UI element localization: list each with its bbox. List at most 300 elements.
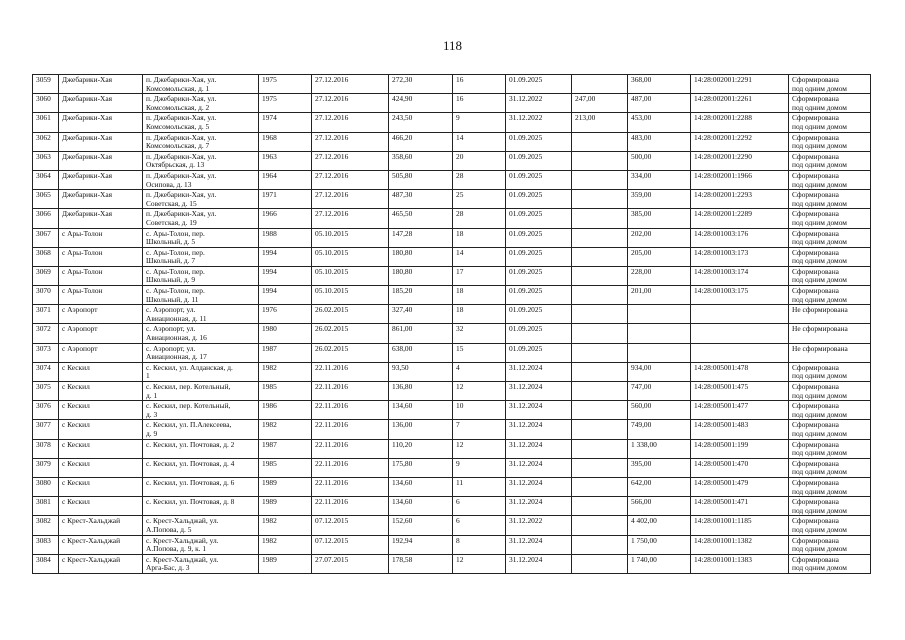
cadastral-number-cell: 14:28:002001:1966 <box>691 170 789 189</box>
settlement-cell: с Кескил <box>59 420 143 439</box>
cadastral-number-cell: 14:28:002001:2291 <box>691 75 789 94</box>
recognition-date-cell: 22.11.2016 <box>312 362 389 381</box>
recognition-date-cell: 27.12.2016 <box>312 113 389 132</box>
row-number-cell: 3067 <box>33 228 59 247</box>
land-area-cell: 1 750,00 <box>628 535 691 554</box>
construction-year-cell: 1980 <box>259 324 312 343</box>
recognition-date-cell: 27.07.2015 <box>312 554 389 573</box>
residents-count-cell: 18 <box>453 228 506 247</box>
address-cell: с. Аэропорт, ул. Авиационная, д. 16 <box>143 324 259 343</box>
land-area-cell: 205,00 <box>628 247 691 266</box>
recognition-date-cell: 27.12.2016 <box>312 170 389 189</box>
row-number-cell: 3073 <box>33 343 59 362</box>
construction-year-cell: 1989 <box>259 477 312 496</box>
cadastral-number-cell: 14:28:002001:2288 <box>691 113 789 132</box>
residents-count-cell: 11 <box>453 477 506 496</box>
settlement-cell: с Кескил <box>59 401 143 420</box>
row-number-cell: 3068 <box>33 247 59 266</box>
land-area-cell: 202,00 <box>628 228 691 247</box>
residents-count-cell: 9 <box>453 113 506 132</box>
table-row <box>33 113 871 132</box>
address-cell: с. Кескил, ул. Почтовая, д. 4 <box>143 458 259 477</box>
row-number-cell: 3083 <box>33 535 59 554</box>
table-row <box>33 170 871 189</box>
residents-count-cell: 4 <box>453 362 506 381</box>
residents-count-cell: 14 <box>453 247 506 266</box>
recognition-date-cell: 27.12.2016 <box>312 209 389 228</box>
residents-count-cell: 18 <box>453 305 506 324</box>
area-value-cell <box>572 343 628 362</box>
construction-year-cell: 1966 <box>259 209 312 228</box>
land-area-cell: 642,00 <box>628 477 691 496</box>
row-number-cell: 3082 <box>33 516 59 535</box>
construction-year-cell: 1994 <box>259 266 312 285</box>
cadastral-number-cell: 14:28:005001:471 <box>691 497 789 516</box>
total-area-cell: 424,90 <box>389 94 453 113</box>
row-number-cell: 3066 <box>33 209 59 228</box>
area-value-cell: 247,00 <box>572 94 628 113</box>
row-number-cell: 3063 <box>33 151 59 170</box>
total-area-cell: 136,80 <box>389 382 453 401</box>
residents-count-cell: 12 <box>453 439 506 458</box>
total-area-cell: 505,80 <box>389 170 453 189</box>
settlement-cell: с Кескил <box>59 382 143 401</box>
cadastral-number-cell: 14:28:001003:176 <box>691 228 789 247</box>
table-row <box>33 286 871 305</box>
residents-count-cell: 12 <box>453 382 506 401</box>
residents-count-cell: 28 <box>453 209 506 228</box>
total-area-cell: 466,20 <box>389 132 453 151</box>
row-number-cell: 3078 <box>33 439 59 458</box>
construction-year-cell: 1989 <box>259 497 312 516</box>
land-plot-status-cell: Сформирована под одним домом <box>789 362 871 381</box>
recognition-date-cell: 05.10.2015 <box>312 266 389 285</box>
construction-year-cell: 1968 <box>259 132 312 151</box>
resettlement-deadline-cell: 31.12.2024 <box>506 497 572 516</box>
construction-year-cell: 1982 <box>259 420 312 439</box>
row-number-cell: 3065 <box>33 190 59 209</box>
settlement-cell: с Крест-Хальджай <box>59 535 143 554</box>
construction-year-cell: 1982 <box>259 516 312 535</box>
resettlement-deadline-cell: 31.12.2024 <box>506 401 572 420</box>
land-area-cell: 201,00 <box>628 286 691 305</box>
address-cell: с. Кескил, ул. Почтовая, д. 6 <box>143 477 259 496</box>
land-plot-status-cell: Сформирована под одним домом <box>789 75 871 94</box>
resettlement-deadline-cell: 01.09.2025 <box>506 132 572 151</box>
residents-count-cell: 28 <box>453 170 506 189</box>
settlement-cell: Джебарики-Хая <box>59 170 143 189</box>
construction-year-cell: 1963 <box>259 151 312 170</box>
address-cell: с. Ары-Толон, пер. Школьный, д. 7 <box>143 247 259 266</box>
land-area-cell: 1 338,00 <box>628 439 691 458</box>
total-area-cell: 487,30 <box>389 190 453 209</box>
recognition-date-cell: 22.11.2016 <box>312 420 389 439</box>
row-number-cell: 3069 <box>33 266 59 285</box>
table-row <box>33 497 871 516</box>
total-area-cell: 180,80 <box>389 266 453 285</box>
resettlement-deadline-cell: 01.09.2025 <box>506 247 572 266</box>
area-value-cell <box>572 535 628 554</box>
land-plot-status-cell: Сформирована под одним домом <box>789 170 871 189</box>
address-cell: с. Ары-Толон, пер. Школьный, д. 9 <box>143 266 259 285</box>
recognition-date-cell: 27.12.2016 <box>312 132 389 151</box>
land-plot-status-cell: Сформирована под одним домом <box>789 286 871 305</box>
land-plot-status-cell: Сформирована под одним домом <box>789 209 871 228</box>
address-cell: с. Аэропорт, ул. Авиационная, д. 11 <box>143 305 259 324</box>
cadastral-number-cell <box>691 305 789 324</box>
row-number-cell: 3074 <box>33 362 59 381</box>
cadastral-number-cell: 14:28:002001:2261 <box>691 94 789 113</box>
land-plot-status-cell: Сформирована под одним домом <box>789 132 871 151</box>
settlement-cell: с Аэропорт <box>59 305 143 324</box>
land-plot-status-cell: Сформирована под одним домом <box>789 458 871 477</box>
address-cell: с. Аэропорт, ул. Авиационная, д. 17 <box>143 343 259 362</box>
recognition-date-cell: 07.12.2015 <box>312 535 389 554</box>
resettlement-deadline-cell: 01.09.2025 <box>506 324 572 343</box>
land-plot-status-cell: Сформирована под одним домом <box>789 477 871 496</box>
land-plot-status-cell: Не сформирована <box>789 343 871 362</box>
recognition-date-cell: 05.10.2015 <box>312 247 389 266</box>
cadastral-number-cell: 14:28:001003:173 <box>691 247 789 266</box>
cadastral-number-cell: 14:28:005001:483 <box>691 420 789 439</box>
recognition-date-cell: 22.11.2016 <box>312 401 389 420</box>
row-number-cell: 3059 <box>33 75 59 94</box>
area-value-cell <box>572 209 628 228</box>
settlement-cell: с Ары-Толон <box>59 286 143 305</box>
address-cell: с. Ары-Толон, пер. Школьный, д. 5 <box>143 228 259 247</box>
table-row <box>33 132 871 151</box>
table-row <box>33 477 871 496</box>
recognition-date-cell: 22.11.2016 <box>312 382 389 401</box>
recognition-date-cell: 27.12.2016 <box>312 75 389 94</box>
area-value-cell <box>572 190 628 209</box>
land-area-cell: 934,00 <box>628 362 691 381</box>
settlement-cell: Джебарики-Хая <box>59 151 143 170</box>
area-value-cell <box>572 75 628 94</box>
cadastral-number-cell: 14:28:001003:175 <box>691 286 789 305</box>
table-row <box>33 420 871 439</box>
table-row <box>33 324 871 343</box>
total-area-cell: 358,60 <box>389 151 453 170</box>
resettlement-deadline-cell: 01.09.2025 <box>506 305 572 324</box>
resettlement-deadline-cell: 01.09.2025 <box>506 75 572 94</box>
total-area-cell: 327,40 <box>389 305 453 324</box>
land-area-cell: 483,00 <box>628 132 691 151</box>
settlement-cell: с Аэропорт <box>59 324 143 343</box>
resettlement-deadline-cell: 31.12.2022 <box>506 516 572 535</box>
construction-year-cell: 1986 <box>259 401 312 420</box>
resettlement-deadline-cell: 01.09.2025 <box>506 343 572 362</box>
residents-count-cell: 7 <box>453 420 506 439</box>
construction-year-cell: 1975 <box>259 75 312 94</box>
row-number-cell: 3079 <box>33 458 59 477</box>
total-area-cell: 638,00 <box>389 343 453 362</box>
construction-year-cell: 1987 <box>259 439 312 458</box>
cadastral-number-cell: 14:28:001003:174 <box>691 266 789 285</box>
recognition-date-cell: 27.12.2016 <box>312 190 389 209</box>
settlement-cell: с Ары-Толон <box>59 247 143 266</box>
row-number-cell: 3081 <box>33 497 59 516</box>
total-area-cell: 180,80 <box>389 247 453 266</box>
resettlement-deadline-cell: 01.09.2025 <box>506 209 572 228</box>
land-area-cell: 385,00 <box>628 209 691 228</box>
cadastral-number-cell <box>691 324 789 343</box>
table-row <box>33 305 871 324</box>
table-row <box>33 209 871 228</box>
settlement-cell: с Кескил <box>59 497 143 516</box>
construction-year-cell: 1975 <box>259 94 312 113</box>
total-area-cell: 134,60 <box>389 497 453 516</box>
table-row <box>33 247 871 266</box>
cadastral-number-cell: 14:28:005001:470 <box>691 458 789 477</box>
construction-year-cell: 1987 <box>259 343 312 362</box>
resettlement-deadline-cell: 01.09.2025 <box>506 286 572 305</box>
area-value-cell <box>572 439 628 458</box>
residents-count-cell: 10 <box>453 401 506 420</box>
land-plot-status-cell: Сформирована под одним домом <box>789 420 871 439</box>
table-row <box>33 94 871 113</box>
resettlement-deadline-cell: 31.12.2024 <box>506 535 572 554</box>
residents-count-cell: 8 <box>453 535 506 554</box>
land-plot-status-cell: Сформирована под одним домом <box>789 382 871 401</box>
construction-year-cell: 1985 <box>259 458 312 477</box>
area-value-cell <box>572 286 628 305</box>
cadastral-number-cell: 14:28:001001:1383 <box>691 554 789 573</box>
land-area-cell: 749,00 <box>628 420 691 439</box>
settlement-cell: с Кескил <box>59 439 143 458</box>
construction-year-cell: 1964 <box>259 170 312 189</box>
total-area-cell: 272,30 <box>389 75 453 94</box>
resettlement-deadline-cell: 01.09.2025 <box>506 170 572 189</box>
area-value-cell <box>572 516 628 535</box>
construction-year-cell: 1985 <box>259 382 312 401</box>
resettlement-deadline-cell: 31.12.2024 <box>506 362 572 381</box>
area-value-cell <box>572 324 628 343</box>
residents-count-cell: 32 <box>453 324 506 343</box>
area-value-cell <box>572 382 628 401</box>
area-value-cell <box>572 151 628 170</box>
settlement-cell: Джебарики-Хая <box>59 190 143 209</box>
area-value-cell <box>572 247 628 266</box>
resettlement-deadline-cell: 01.09.2025 <box>506 266 572 285</box>
total-area-cell: 465,50 <box>389 209 453 228</box>
total-area-cell: 175,80 <box>389 458 453 477</box>
row-number-cell: 3084 <box>33 554 59 573</box>
resettlement-deadline-cell: 31.12.2022 <box>506 113 572 132</box>
land-area-cell: 334,00 <box>628 170 691 189</box>
construction-year-cell: 1982 <box>259 535 312 554</box>
residents-count-cell: 14 <box>453 132 506 151</box>
resettlement-deadline-cell: 01.09.2025 <box>506 190 572 209</box>
residents-count-cell: 17 <box>453 266 506 285</box>
recognition-date-cell: 07.12.2015 <box>312 516 389 535</box>
total-area-cell: 136,00 <box>389 420 453 439</box>
page-number: 118 <box>442 38 463 53</box>
area-value-cell <box>572 132 628 151</box>
table-row <box>33 343 871 362</box>
recognition-date-cell: 22.11.2016 <box>312 439 389 458</box>
cadastral-number-cell: 14:28:005001:479 <box>691 477 789 496</box>
settlement-cell: с Аэропорт <box>59 343 143 362</box>
recognition-date-cell: 27.12.2016 <box>312 151 389 170</box>
recognition-date-cell: 26.02.2015 <box>312 305 389 324</box>
land-area-cell <box>628 305 691 324</box>
address-cell: с. Кескил, ул. Почтовая, д. 8 <box>143 497 259 516</box>
address-cell: с. Ары-Толон, пер. Школьный, д. 11 <box>143 286 259 305</box>
residents-count-cell: 16 <box>453 75 506 94</box>
address-cell: п. Джебарики-Хая, ул. Комсомольская, д. 7 <box>143 132 259 151</box>
settlement-cell: с Кескил <box>59 362 143 381</box>
land-plot-status-cell: Сформирована под одним домом <box>789 516 871 535</box>
total-area-cell: 110,20 <box>389 439 453 458</box>
area-value-cell <box>572 228 628 247</box>
recognition-date-cell: 22.11.2016 <box>312 458 389 477</box>
land-area-cell: 453,00 <box>628 113 691 132</box>
residents-count-cell: 6 <box>453 516 506 535</box>
row-number-cell: 3080 <box>33 477 59 496</box>
resettlement-deadline-cell: 01.09.2025 <box>506 151 572 170</box>
recognition-date-cell: 26.02.2015 <box>312 343 389 362</box>
settlement-cell: с Крест-Хальджай <box>59 554 143 573</box>
land-area-cell: 487,00 <box>628 94 691 113</box>
row-number-cell: 3062 <box>33 132 59 151</box>
land-plot-status-cell: Сформирована под одним домом <box>789 190 871 209</box>
table-row <box>33 535 871 554</box>
total-area-cell: 134,60 <box>389 477 453 496</box>
address-cell: п. Джебарики-Хая, ул. Октябрьская, д. 13 <box>143 151 259 170</box>
table-row <box>33 190 871 209</box>
land-plot-status-cell: Сформирована под одним домом <box>789 151 871 170</box>
residents-count-cell: 18 <box>453 286 506 305</box>
address-cell: с. Кескил, ул. П.Алексеева, д. 9 <box>143 420 259 439</box>
address-cell: п. Джебарики-Хая, ул. Советская, д. 15 <box>143 190 259 209</box>
total-area-cell: 243,50 <box>389 113 453 132</box>
recognition-date-cell: 05.10.2015 <box>312 286 389 305</box>
address-cell: с. Кескил, ул. Почтовая, д. 2 <box>143 439 259 458</box>
address-cell: п. Джебарики-Хая, ул. Комсомольская, д. 5 <box>143 113 259 132</box>
land-area-cell: 560,00 <box>628 401 691 420</box>
construction-year-cell: 1974 <box>259 113 312 132</box>
construction-year-cell: 1994 <box>259 286 312 305</box>
land-area-cell: 4 402,00 <box>628 516 691 535</box>
address-cell: п. Джебарики-Хая, ул. Осипова, д. 13 <box>143 170 259 189</box>
total-area-cell: 192,94 <box>389 535 453 554</box>
row-number-cell: 3075 <box>33 382 59 401</box>
settlement-cell: с Кескил <box>59 458 143 477</box>
land-area-cell: 747,00 <box>628 382 691 401</box>
resettlement-deadline-cell: 31.12.2024 <box>506 382 572 401</box>
land-plot-status-cell: Сформирована под одним домом <box>789 439 871 458</box>
construction-year-cell: 1994 <box>259 247 312 266</box>
address-cell: п. Джебарики-Хая, ул. Комсомольская, д. 1 <box>143 75 259 94</box>
address-cell: с. Крест-Хальджай, ул. Арга-Бас, д. 3 <box>143 554 259 573</box>
settlement-cell: Джебарики-Хая <box>59 132 143 151</box>
cadastral-number-cell: 14:28:002001:2289 <box>691 209 789 228</box>
area-value-cell: 213,00 <box>572 113 628 132</box>
cadastral-number-cell: 14:28:001001:1382 <box>691 535 789 554</box>
settlement-cell: с Ары-Толон <box>59 228 143 247</box>
land-area-cell: 228,00 <box>628 266 691 285</box>
area-value-cell <box>572 420 628 439</box>
land-plot-status-cell: Не сформирована <box>789 324 871 343</box>
settlement-cell: с Ары-Толон <box>59 266 143 285</box>
settlement-cell: Джебарики-Хая <box>59 75 143 94</box>
table-row <box>33 439 871 458</box>
table-row <box>33 554 871 573</box>
land-plot-status-cell: Сформирована под одним домом <box>789 113 871 132</box>
recognition-date-cell: 27.12.2016 <box>312 94 389 113</box>
total-area-cell: 93,50 <box>389 362 453 381</box>
residents-count-cell: 16 <box>453 94 506 113</box>
land-plot-status-cell: Не сформирована <box>789 305 871 324</box>
residents-count-cell: 15 <box>453 343 506 362</box>
land-plot-status-cell: Сформирована под одним домом <box>789 401 871 420</box>
land-area-cell: 566,00 <box>628 497 691 516</box>
area-value-cell <box>572 477 628 496</box>
table-row <box>33 516 871 535</box>
residents-count-cell: 9 <box>453 458 506 477</box>
land-plot-status-cell: Сформирована под одним домом <box>789 228 871 247</box>
settlement-cell: Джебарики-Хая <box>59 94 143 113</box>
total-area-cell: 861,00 <box>389 324 453 343</box>
cadastral-number-cell: 14:28:002001:2290 <box>691 151 789 170</box>
resettlement-deadline-cell: 01.09.2025 <box>506 228 572 247</box>
area-value-cell <box>572 362 628 381</box>
table-row <box>33 228 871 247</box>
recognition-date-cell: 26.02.2015 <box>312 324 389 343</box>
row-number-cell: 3072 <box>33 324 59 343</box>
land-area-cell <box>628 343 691 362</box>
address-cell: с. Кескил, пер. Котельный, д. 3 <box>143 401 259 420</box>
cadastral-number-cell: 14:28:005001:478 <box>691 362 789 381</box>
land-area-cell <box>628 324 691 343</box>
address-cell: с. Крест-Хальджай, ул. А.Попова, д. 5 <box>143 516 259 535</box>
resettlement-deadline-cell: 31.12.2024 <box>506 477 572 496</box>
residents-count-cell: 12 <box>453 554 506 573</box>
construction-year-cell: 1989 <box>259 554 312 573</box>
housing-registry-table <box>32 74 871 574</box>
residents-count-cell: 25 <box>453 190 506 209</box>
table-row <box>33 362 871 381</box>
table-row <box>33 382 871 401</box>
land-area-cell: 500,00 <box>628 151 691 170</box>
table-row <box>33 151 871 170</box>
construction-year-cell: 1971 <box>259 190 312 209</box>
row-number-cell: 3070 <box>33 286 59 305</box>
land-plot-status-cell: Сформирована под одним домом <box>789 247 871 266</box>
settlement-cell: Джебарики-Хая <box>59 209 143 228</box>
land-area-cell: 368,00 <box>628 75 691 94</box>
cadastral-number-cell: 14:28:005001:475 <box>691 382 789 401</box>
table-row <box>33 458 871 477</box>
total-area-cell: 185,20 <box>389 286 453 305</box>
address-cell: с. Кескил, ул. Алданская, д. 1 <box>143 362 259 381</box>
construction-year-cell: 1976 <box>259 305 312 324</box>
area-value-cell <box>572 266 628 285</box>
total-area-cell: 178,58 <box>389 554 453 573</box>
row-number-cell: 3064 <box>33 170 59 189</box>
table-row <box>33 266 871 285</box>
area-value-cell <box>572 458 628 477</box>
land-plot-status-cell: Сформирована под одним домом <box>789 266 871 285</box>
cadastral-number-cell: 14:28:002001:2292 <box>691 132 789 151</box>
area-value-cell <box>572 305 628 324</box>
recognition-date-cell: 22.11.2016 <box>312 497 389 516</box>
row-number-cell: 3076 <box>33 401 59 420</box>
row-number-cell: 3060 <box>33 94 59 113</box>
land-plot-status-cell: Сформирована под одним домом <box>789 94 871 113</box>
address-cell: с. Кескил, пер. Котельный, д. 1 <box>143 382 259 401</box>
